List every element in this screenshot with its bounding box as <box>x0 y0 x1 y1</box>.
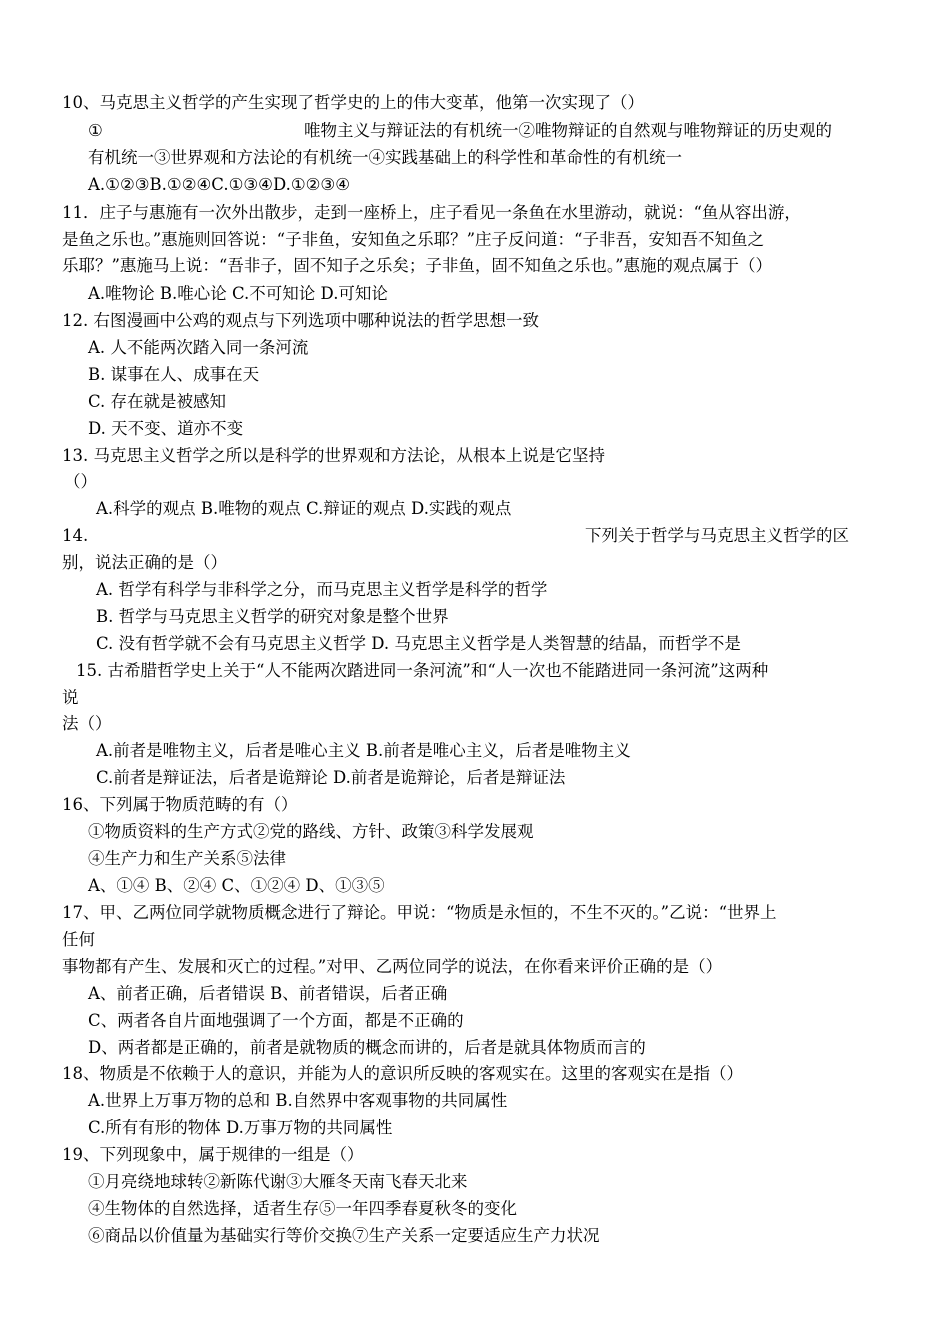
question-19-choices-line-2: ④生物体的自然选择，适者生存⑤一年四季春夏秋冬的变化 <box>88 1199 517 1218</box>
question-15-stem-line-1: 15. 古希腊哲学史上关于“人不能两次踏进同一条河流”和“人一次也不能踏进同一条河流”这两种 <box>76 661 769 680</box>
question-12-option-c: C. 存在就是被感知 <box>88 392 227 411</box>
question-17-stem-line-1: 17、甲、乙两位同学就物质概念进行了辩论。甲说：“物质是永恒的，不生不灭的。”乙说：“世界上 <box>62 903 777 922</box>
question-14-stem-line-2: 别，说法正确的是（） <box>62 553 227 572</box>
question-12-option-a: A. 人不能两次踏入同一条河流 <box>88 338 309 357</box>
question-16-choices-line-2: ④生产力和生产关系⑤法律 <box>88 849 286 868</box>
question-15-option-c-d: C.前者是辩证法，后者是诡辩论 D.前者是诡辩论，后者是辩证法 <box>96 768 566 787</box>
question-19-choices-line-1: ①月亮绕地球转②新陈代谢③大雁冬天南飞春天北来 <box>88 1172 468 1191</box>
question-10-choices-line-1: 唯物主义与辩证法的有机统一②唯物辩证的自然观与唯物辩证的历史观的 <box>304 121 832 140</box>
question-15-option-a-b: A.前者是唯物主义，后者是唯心主义 B.前者是唯心主义，后者是唯物主义 <box>96 741 631 760</box>
question-10-option-marker: ① <box>88 121 103 140</box>
question-19-choices-line-3: ⑥商品以价值量为基础实行等价交换⑦生产关系一定要适应生产力状况 <box>88 1226 600 1245</box>
question-11-answers: A.唯物论 B.唯心论 C.不可知论 D.可知论 <box>88 284 388 303</box>
question-14-option-c-d: C. 没有哲学就不会有马克思主义哲学 D. 马克思主义哲学是人类智慧的结晶，而哲学不是 <box>96 634 741 653</box>
question-15-stem-line-3: 法（） <box>62 714 112 733</box>
question-15-stem-line-2: 说 <box>62 688 79 707</box>
question-12-option-b: B. 谋事在人、成事在天 <box>88 365 260 384</box>
question-19-stem: 19、下列现象中，属于规律的一组是（） <box>62 1145 364 1164</box>
question-11-stem-line-1: 11．庄子与惠施有一次外出散步，走到一座桥上，庄子看见一条鱼在水里游动，就说：“鱼从容出游， <box>62 203 801 222</box>
question-18-stem: 18、物质是不依赖于人的意识，并能为人的意识所反映的客观实在。这里的客观实在是指（） <box>62 1064 743 1083</box>
question-18-option-a-b: A.世界上万事万物的总和 B.自然界中客观事物的共同属性 <box>88 1091 508 1110</box>
question-16-choices-line-1: ①物质资料的生产方式②党的路线、方针、政策③科学发展观 <box>88 822 534 841</box>
question-12-stem: 12. 右图漫画中公鸡的观点与下列选项中哪种说法的哲学思想一致 <box>62 311 539 330</box>
question-17-stem-line-3: 事物都有产生、发展和灭亡的过程。”对甲、乙两位同学的说法，在你看来评价正确的是（） <box>62 957 723 976</box>
question-14-number: 14. <box>62 526 89 545</box>
question-11-stem-line-2: 是鱼之乐也。”惠施则回答说：“子非鱼，安知鱼之乐耶？”庄子反问道：“子非吾，安知吾不知鱼之 <box>62 230 764 249</box>
question-12-option-d: D. 天不变、道亦不变 <box>88 419 244 438</box>
question-17-stem-line-2: 任何 <box>62 930 95 949</box>
question-17-option-c: C、两者各自片面地强调了一个方面，都是不正确的 <box>88 1011 464 1030</box>
question-16-answers: A、①④ B、②④ C、①②④ D、①③⑤ <box>88 876 385 895</box>
question-17-option-a-b: A、前者正确，后者错误 B、前者错误，后者正确 <box>88 984 448 1003</box>
question-14-stem-line-1: 下列关于哲学与马克思主义哲学的区 <box>585 526 849 545</box>
question-13-stem: 13. 马克思主义哲学之所以是科学的世界观和方法论，从根本上说是它坚持 <box>62 446 605 465</box>
question-13-answers: A.科学的观点 B.唯物的观点 C.辩证的观点 D.实践的观点 <box>96 499 512 518</box>
question-14-option-a: A. 哲学有科学与非科学之分，而马克思主义哲学是科学的哲学 <box>96 580 548 599</box>
question-13-blank: （） <box>64 472 97 491</box>
question-16-stem: 16、下列属于物质范畴的有（） <box>62 795 298 814</box>
question-17-option-d: D、两者都是正确的，前者是就物质的概念而讲的，后者是就具体物质而言的 <box>88 1038 646 1057</box>
question-10-choices-line-2: 有机统一③世界观和方法论的有机统一④实践基础上的科学性和革命性的有机统一 <box>88 148 682 167</box>
question-10-answers: A.①②③B.①②④C.①③④D.①②③④ <box>88 175 350 194</box>
question-10-stem: 10、马克思主义哲学的产生实现了哲学史的上的伟大变革，他第一次实现了（） <box>62 93 644 112</box>
question-18-option-c-d: C.所有有形的物体 D.万事万物的共同属性 <box>88 1118 393 1137</box>
question-14-option-b: B. 哲学与马克思主义哲学的研究对象是整个世界 <box>96 607 449 626</box>
question-11-stem-line-3: 乐耶？”惠施马上说：“吾非子，固不知子之乐矣；子非鱼，固不知鱼之乐也。”惠施的观点属于（） <box>62 256 773 275</box>
